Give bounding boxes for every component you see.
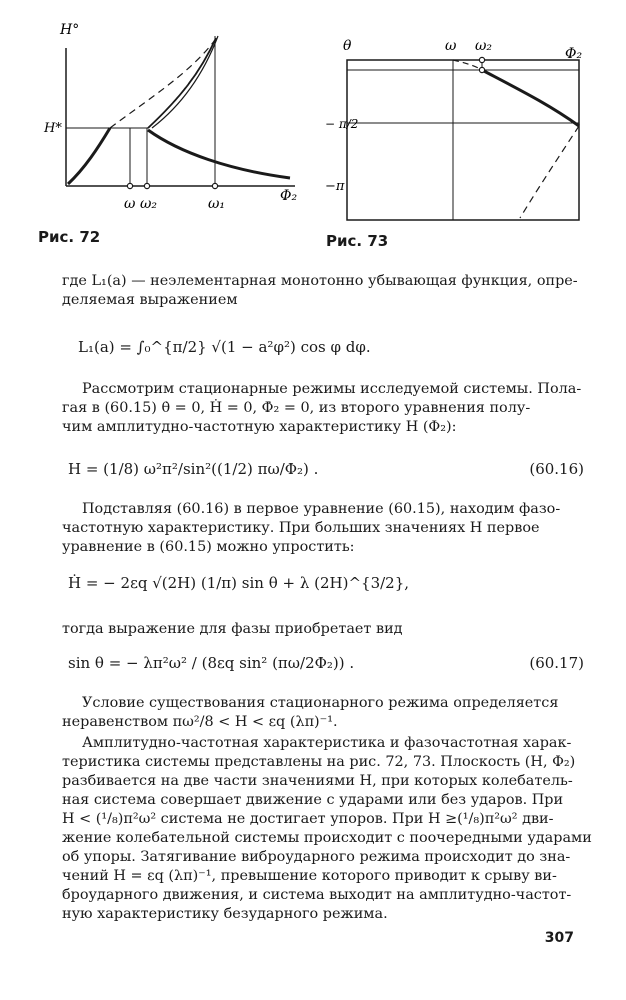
page-number: 307 bbox=[544, 930, 574, 946]
fig73-dot-omega2 bbox=[479, 67, 484, 72]
paragraph-6 bbox=[62, 734, 592, 924]
fig73-label-phi2: Φ₂ bbox=[565, 46, 583, 62]
fig72-tick-omega2: ω₂ bbox=[140, 196, 158, 212]
figure-73 bbox=[325, 30, 595, 230]
fig73-dashed-1 bbox=[453, 60, 482, 70]
fig72-dashed-2 bbox=[148, 40, 215, 128]
text-line: теристика системы представлены на рис. 72, 73. Плоскость (H, Φ₂) bbox=[62, 754, 576, 770]
text-line: жение колебательной системы происходит с поочередными ударами bbox=[62, 830, 592, 846]
figure-72 bbox=[40, 18, 310, 233]
fig73-label-minus-pi-half: − π/2 bbox=[325, 117, 359, 131]
fig72-caption: Рис. 72 bbox=[38, 228, 101, 246]
paragraph-4 bbox=[62, 620, 582, 639]
fig72-hstar-label: H* bbox=[44, 121, 62, 136]
text-line: уравнение в (60.15) можно упростить: bbox=[62, 539, 355, 555]
fig72-dot-omega2 bbox=[144, 183, 149, 188]
fig72-tick-omega1: ω₁ bbox=[208, 196, 226, 212]
fig73-label-omega2: ω₂ bbox=[475, 38, 493, 54]
text-line: тогда выражение для фазы приобретает вид bbox=[62, 621, 403, 637]
equation-L1: L₁(a) = ∫₀^{π/2} √(1 − a²φ²) cos φ dφ. bbox=[78, 338, 371, 356]
text-line: деляемая выражением bbox=[62, 292, 238, 308]
fig72-dot-omega1 bbox=[212, 183, 217, 188]
text-line: чений H = εq (λπ)⁻¹, превышение которого приводит к срыву ви- bbox=[62, 868, 557, 884]
fig73-label-minus-pi: −π bbox=[325, 179, 345, 194]
fig73-label-omega: ω bbox=[445, 38, 457, 54]
fig72-x-axis-label: Φ₂ bbox=[280, 188, 298, 204]
text-line: чим амплитудно-частотную характеристику H (Φ₂): bbox=[62, 419, 457, 435]
fig73-label-theta: θ bbox=[343, 38, 352, 54]
fig72-curve-left bbox=[68, 128, 110, 184]
fig72-curve-decay bbox=[148, 130, 290, 178]
equation-60-17: sin θ = − λπ²ω² / (8εq sin² (πω/2Φ₂)) . bbox=[68, 654, 355, 672]
text-line: Амплитудно-частотная характеристика и фазочастотная харак- bbox=[82, 735, 572, 751]
text-line: Условие существования стационарного режима определяется bbox=[82, 695, 559, 711]
text-line: где L₁(a) — неэлементарная монотонно убывающая функция, опре- bbox=[62, 273, 578, 289]
fig72-dot-omega bbox=[127, 183, 132, 188]
fig73-frame bbox=[347, 60, 579, 220]
fig73-curve-bold bbox=[482, 70, 579, 126]
fig73-dot-omega2-top bbox=[479, 57, 484, 62]
paragraph-2 bbox=[62, 380, 582, 437]
text-line: гая в (60.15) θ̇ = 0, Ḣ = 0, Φ̇₂ = 0, из второго уравнения полу- bbox=[62, 400, 531, 416]
text-line: об упоры. Затягивание виброударного режима происходит до зна- bbox=[62, 849, 571, 865]
equation-hdot: Ḣ = − 2εq √(2H) (1/π) sin θ + λ (2H)^{3/2}, bbox=[68, 574, 410, 592]
paragraph-5 bbox=[62, 694, 582, 732]
text-line: Подставляя (60.16) в первое уравнение (60.15), находим фазо- bbox=[82, 501, 561, 517]
equation-60-16: H = (1/8) ω²π²/sin²((1/2) πω/Φ₂) . bbox=[68, 460, 319, 478]
text-line: броударного движения, и система выходит на амплитудно-частот- bbox=[62, 887, 572, 903]
paragraph-3 bbox=[62, 500, 582, 557]
equation-number-60-17: (60.17) bbox=[529, 654, 584, 672]
fig72-tick-omega: ω bbox=[124, 196, 136, 212]
text-line: Рассмотрим стационарные режимы исследуемой системы. Пола- bbox=[82, 381, 582, 397]
fig73-caption: Рис. 73 bbox=[326, 232, 389, 250]
text-line: неравенством πω²/8 < H < εq (λπ)⁻¹. bbox=[62, 714, 338, 730]
text-line: частотную характеристику. При больших значениях H первое bbox=[62, 520, 540, 536]
text-line: H < (¹/₈)π²ω² система не достигает упоров. При H ≥(¹/₈)π²ω² дви- bbox=[62, 811, 554, 827]
fig73-dashed-2 bbox=[520, 126, 579, 218]
equation-number-60-16: (60.16) bbox=[529, 460, 584, 478]
text-line: ную характеристику безударного режима. bbox=[62, 906, 388, 922]
paragraph-1 bbox=[62, 272, 582, 310]
text-line: ная система совершает движение с ударами или без ударов. При bbox=[62, 792, 564, 808]
fig72-y-axis-label: H° bbox=[60, 22, 80, 38]
text-line: разбивается на две части значениями H, при которых колебатель- bbox=[62, 773, 573, 789]
